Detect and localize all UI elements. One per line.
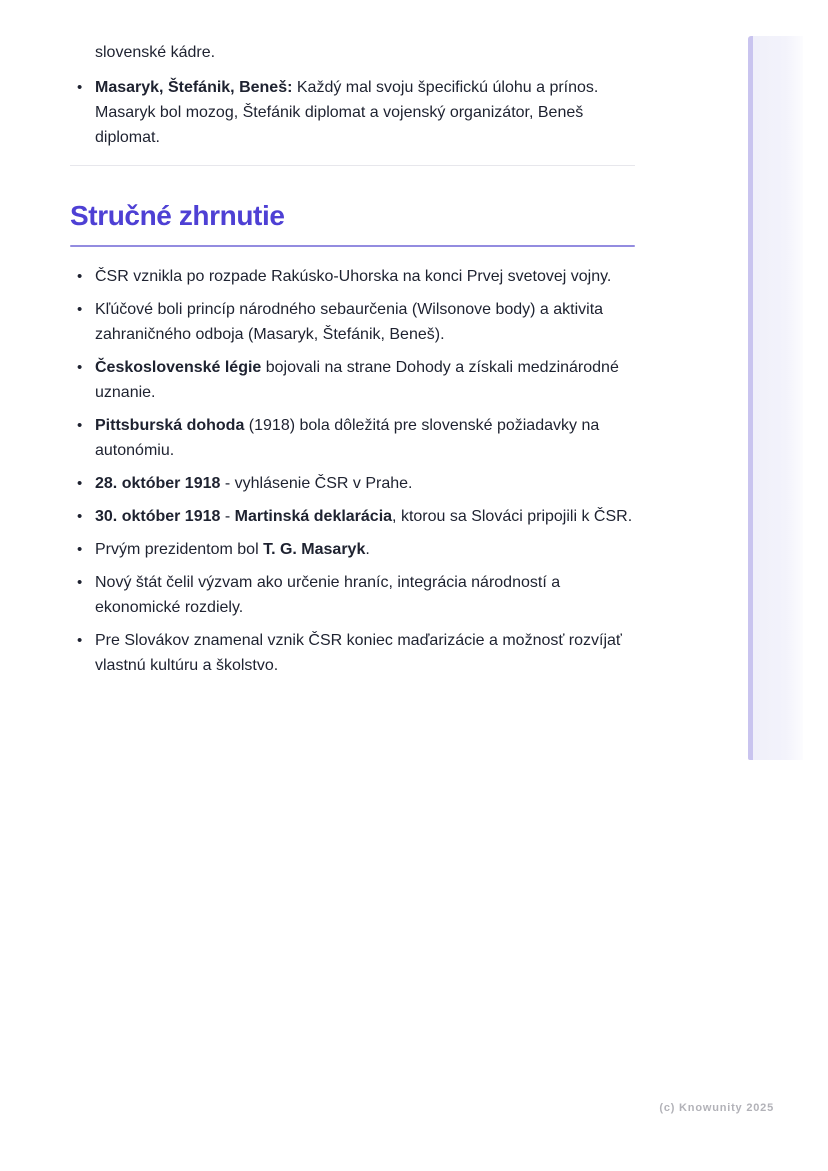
list-item-text: Masaryk, Štefánik, Beneš: Každý mal svoju špecifickú úlohu a prínos. Masaryk bol mozog, Štefánik diplomat a vojenský organizátor, Beneš diplomat. <box>95 79 599 146</box>
list-item <box>70 537 635 562</box>
bullet-icon <box>77 570 82 595</box>
list-item-text: 28. október 1918 - vyhlásenie ČSR v Prahe. <box>95 475 413 492</box>
list-item-text: Československé légie bojovali na strane Dohody a získali medzinárodné uznanie. <box>95 359 619 401</box>
bullet-icon <box>77 628 82 653</box>
list-item <box>70 471 635 496</box>
list-item <box>70 75 635 150</box>
paragraph-continuation: slovenské kádre. <box>95 44 216 61</box>
bullet-icon <box>77 471 82 496</box>
bullet-icon <box>77 75 82 100</box>
bullet-icon <box>77 297 82 322</box>
bullet-icon <box>77 504 82 529</box>
list-item <box>70 413 635 463</box>
list-item <box>70 297 635 347</box>
list-item-text: Pre Slovákov znamenal vznik ČSR koniec maďarizácie a možnosť rozvíjať vlastnú kultúru a školstvo. <box>95 632 622 674</box>
list-item <box>70 504 635 529</box>
list-item-text: Prvým prezidentom bol T. G. Masaryk. <box>95 541 370 558</box>
next-page-edge-strip <box>748 36 803 760</box>
bullet-icon <box>77 413 82 438</box>
bullet-icon <box>77 355 82 380</box>
section-title: Stručné zhrnutie <box>70 200 285 231</box>
list-item <box>70 570 635 620</box>
title-underline <box>70 245 635 247</box>
intro-list <box>70 75 635 150</box>
footer-credit: (c) Knowunity 2025 <box>659 1102 774 1114</box>
section-divider <box>70 165 635 166</box>
list-item <box>70 264 635 289</box>
summary-list <box>70 264 635 678</box>
bullet-icon <box>77 264 82 289</box>
content-column <box>70 40 635 686</box>
list-item-text: Pittsburská dohoda (1918) bola dôležitá pre slovenské požiadavky na autonómiu. <box>95 417 600 459</box>
list-item-text: Nový štát čelil výzvam ako určenie hraníc, integrácia národností a ekonomické rozdiely. <box>95 574 561 616</box>
list-item-text: 30. október 1918 - Martinská deklarácia, ktorou sa Slováci pripojili k ČSR. <box>95 508 633 525</box>
list-item <box>70 628 635 678</box>
bullet-icon <box>77 537 82 562</box>
list-item <box>70 355 635 405</box>
list-item-text: ČSR vznikla po rozpade Rakúsko-Uhorska na konci Prvej svetovej vojny. <box>95 268 612 285</box>
list-item-text: Kľúčové boli princíp národného sebaurčenia (Wilsonove body) a aktivita zahraničného odboja (Masaryk, Štefánik, Beneš). <box>95 301 604 343</box>
